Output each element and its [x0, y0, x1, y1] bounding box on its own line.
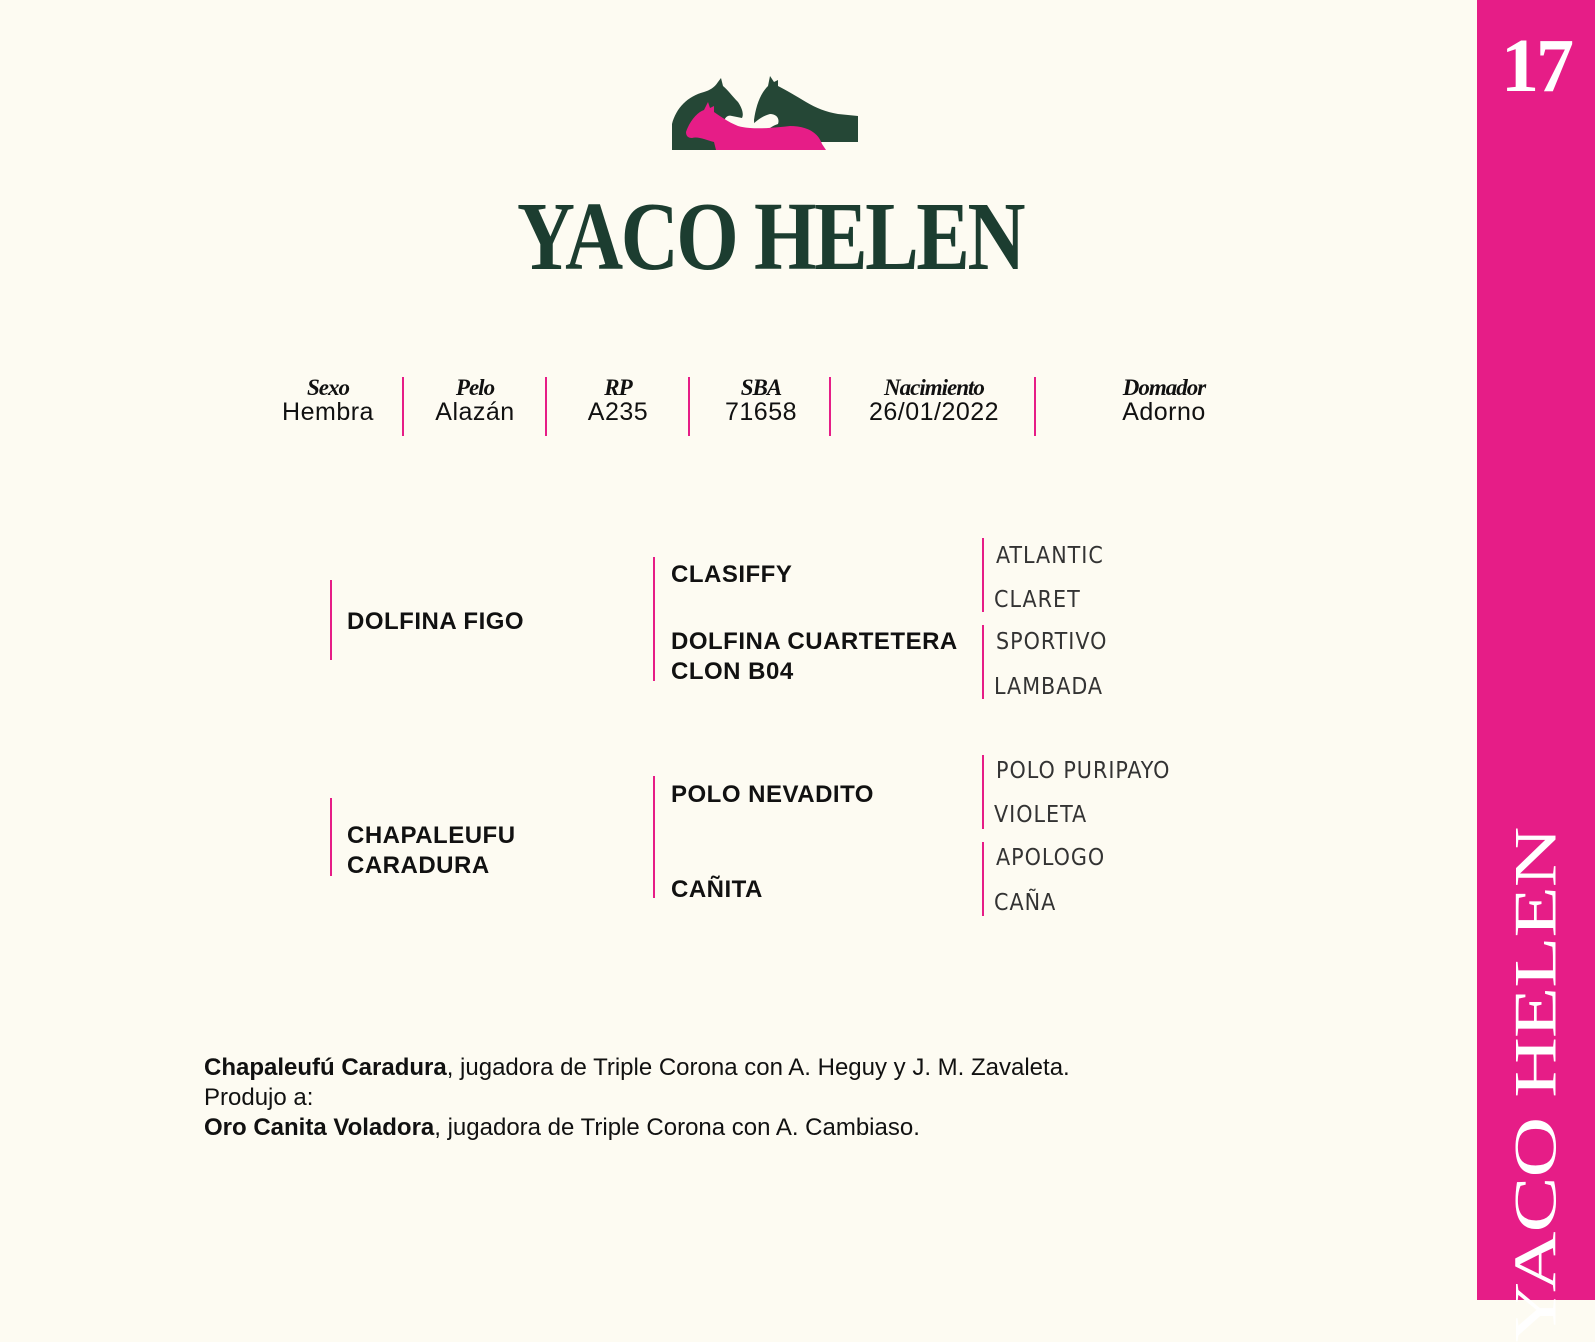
- note-text: Produjo a:: [204, 1084, 314, 1111]
- stat-pelo: [419, 376, 531, 436]
- sidebar: [1477, 0, 1595, 1342]
- notes: [204, 1053, 1404, 1143]
- note-line: [204, 1083, 1404, 1113]
- stat-label: Pelo: [455, 375, 495, 400]
- stat-value: Hembra: [282, 398, 374, 426]
- sire-sire-name: CLASIFFY: [671, 561, 793, 588]
- stat-sba: [705, 376, 817, 436]
- ancestor-name: CLARET: [994, 587, 1081, 613]
- stat-value: A235: [587, 398, 649, 426]
- pedigree-line: [982, 625, 984, 699]
- stat-label: SBA: [740, 375, 782, 400]
- sire-dam-name-line1: DOLFINA CUARTETERA: [671, 628, 958, 655]
- stat-sexo: [272, 376, 384, 436]
- note-line: [204, 1053, 1404, 1083]
- divider: [545, 377, 547, 436]
- stat-value: Adorno: [1122, 398, 1206, 426]
- stat-nacimiento: [849, 376, 1019, 436]
- pedigree-line: [653, 557, 655, 681]
- sire-dam-name-line2: CLON B04: [671, 658, 794, 685]
- pedigree-line: [330, 798, 332, 876]
- ancestor-name: SPORTIVO: [996, 629, 1108, 655]
- note-bold: Chapaleufú Caradura: [204, 1054, 447, 1081]
- pedigree-line: [982, 842, 984, 916]
- stat-value: Alazán: [435, 398, 515, 426]
- page-title: YACO HELEN: [516, 183, 1024, 291]
- ancestor-name: APOLOGO: [996, 845, 1106, 871]
- pedigree-line: [982, 538, 984, 612]
- divider: [402, 377, 404, 436]
- stat-domador: [1094, 376, 1234, 436]
- ancestor-name: LAMBADA: [994, 674, 1104, 700]
- dam-sire-name: POLO NEVADITO: [671, 781, 874, 808]
- pedigree-line: [653, 776, 655, 898]
- stat-label: RP: [604, 375, 632, 400]
- stat-value: 71658: [724, 398, 798, 426]
- divider: [688, 377, 690, 436]
- ancestor-name: ATLANTIC: [996, 543, 1104, 569]
- sire-name: DOLFINA FIGO: [347, 608, 525, 635]
- ancestor-name: CAÑA: [994, 890, 1057, 916]
- note-bold: Oro Canita Voladora: [204, 1114, 435, 1141]
- pedigree-line: [982, 755, 984, 829]
- pedigree-line: [330, 580, 332, 660]
- page-number: 17: [1501, 24, 1571, 108]
- ancestor-name: VIOLETA: [994, 802, 1088, 828]
- note-text: , jugadora de Triple Corona con A. Cambiaso.: [434, 1114, 920, 1141]
- side-title: YACO HELEN: [1502, 827, 1570, 1342]
- dam-dam-name: CAÑITA: [671, 876, 763, 903]
- stat-label: Nacimiento: [884, 375, 984, 400]
- stat-label: Domador: [1122, 375, 1206, 400]
- stat-value: 26/01/2022: [868, 398, 1000, 426]
- dam-name-line2: CARADURA: [347, 852, 490, 879]
- ancestor-name: POLO PURIPAYO: [996, 758, 1171, 784]
- horses-logo-icon: [672, 72, 858, 150]
- stat-label: Sexo: [307, 375, 349, 400]
- note-text: , jugadora de Triple Corona con A. Heguy y J. M. Zavaleta.: [446, 1054, 1070, 1081]
- dam-name-line1: CHAPALEUFU: [347, 822, 516, 849]
- divider: [829, 377, 831, 436]
- divider: [1034, 377, 1036, 436]
- stat-rp: [562, 376, 674, 436]
- note-line: [204, 1113, 1404, 1143]
